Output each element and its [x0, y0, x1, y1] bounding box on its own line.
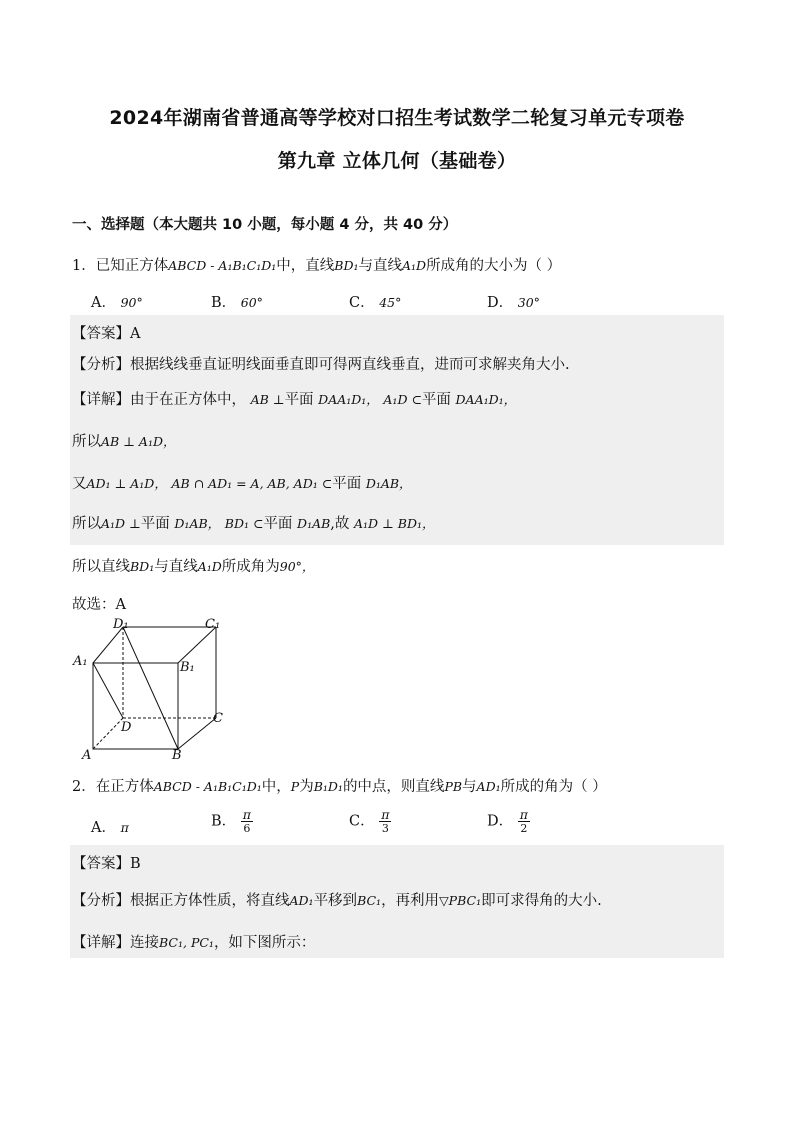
math-cube-name: ABCD - A₁B₁C₁D₁ — [168, 258, 277, 273]
option-a: A． 90° — [91, 295, 143, 311]
math-line: A₁D — [402, 258, 427, 273]
document-title: 2024年湖南省普通高等学校对口招生考试数学二轮复习单元专项卷 — [109, 107, 685, 129]
detail-line-2: 所以AB ⊥ A₁D， — [72, 434, 176, 450]
option-c: C． $\frac{\pi}{3}$ — [349, 807, 390, 835]
analysis-line: 【分析】根据线线垂直证明线面垂直即可得两直线垂直，进而可求解夹角大小. — [72, 357, 570, 373]
vertex-label-c: C — [213, 711, 223, 726]
question-number: 2． — [72, 779, 96, 795]
option-b: B． 60° — [211, 295, 263, 311]
detail-line-5: 所以直线BD₁与直线A₁D所成角为90°， — [72, 559, 315, 575]
cube-figure — [71, 615, 227, 761]
vertex-label-b1: B₁ — [180, 660, 195, 675]
answer-line: 【答案】B — [72, 856, 141, 872]
option-b: B． $\frac{\pi}{6}$ — [211, 807, 251, 835]
option-c: C． 45° — [349, 295, 402, 311]
question-number: 1． — [72, 258, 96, 274]
vertex-label-d: D — [121, 720, 132, 735]
analysis-line: 【分析】根据正方体性质，将直线AD₁平移到BC₁，再利用▽PBC₁即可求得角的大小. — [72, 893, 602, 909]
vertex-label-a1: A₁ — [73, 654, 88, 669]
vertex-label-c1: C₁ — [205, 617, 221, 632]
answer-line: 【答案】A — [72, 326, 141, 342]
option-d: D． $\frac{\pi}{2}$ — [487, 807, 528, 835]
vertex-label-b: B — [172, 748, 182, 761]
detail-line-1: 【详解】由于在正方体中， AB ⊥平面 DAA₁D₁， A₁D ⊂平面 DAA₁D₁， — [72, 392, 517, 408]
vertex-label-a: A — [82, 748, 92, 761]
math-line: BD₁ — [334, 258, 359, 273]
detail-line-6: 故选：A — [72, 597, 126, 613]
detail-line-4: 所以A₁D ⊥平面 D₁AB， BD₁ ⊂平面 D₁AB,故 A₁D ⊥ BD₁， — [72, 516, 435, 532]
question-1-stem: 1．已知正方体ABCD - A₁B₁C₁D₁中，直线BD₁与直线A₁D所成角的大小为（ ） — [72, 258, 562, 274]
option-d: D． 30° — [487, 295, 540, 311]
question-2-stem: 2．在正方体ABCD - A₁B₁C₁D₁中，P为B₁D₁的中点，则直线PB与AD₁所成的角为（ ） — [72, 779, 607, 795]
section-heading: 一、选择题（本大题共 10 小题，每小题 4 分，共 40 分） — [72, 217, 458, 233]
option-a: A． π — [91, 820, 129, 836]
chapter-subtitle: 第九章 立体几何（基础卷） — [277, 150, 517, 172]
vertex-label-d1: D₁ — [113, 617, 129, 632]
detail-line-3: 又AD₁ ⊥ A₁D， AB ∩ AD₁ = A, AB, AD₁ ⊂平面 D₁AB， — [72, 476, 412, 492]
detail-line-1: 【详解】连接BC₁, PC₁，如下图所示： — [72, 935, 316, 951]
